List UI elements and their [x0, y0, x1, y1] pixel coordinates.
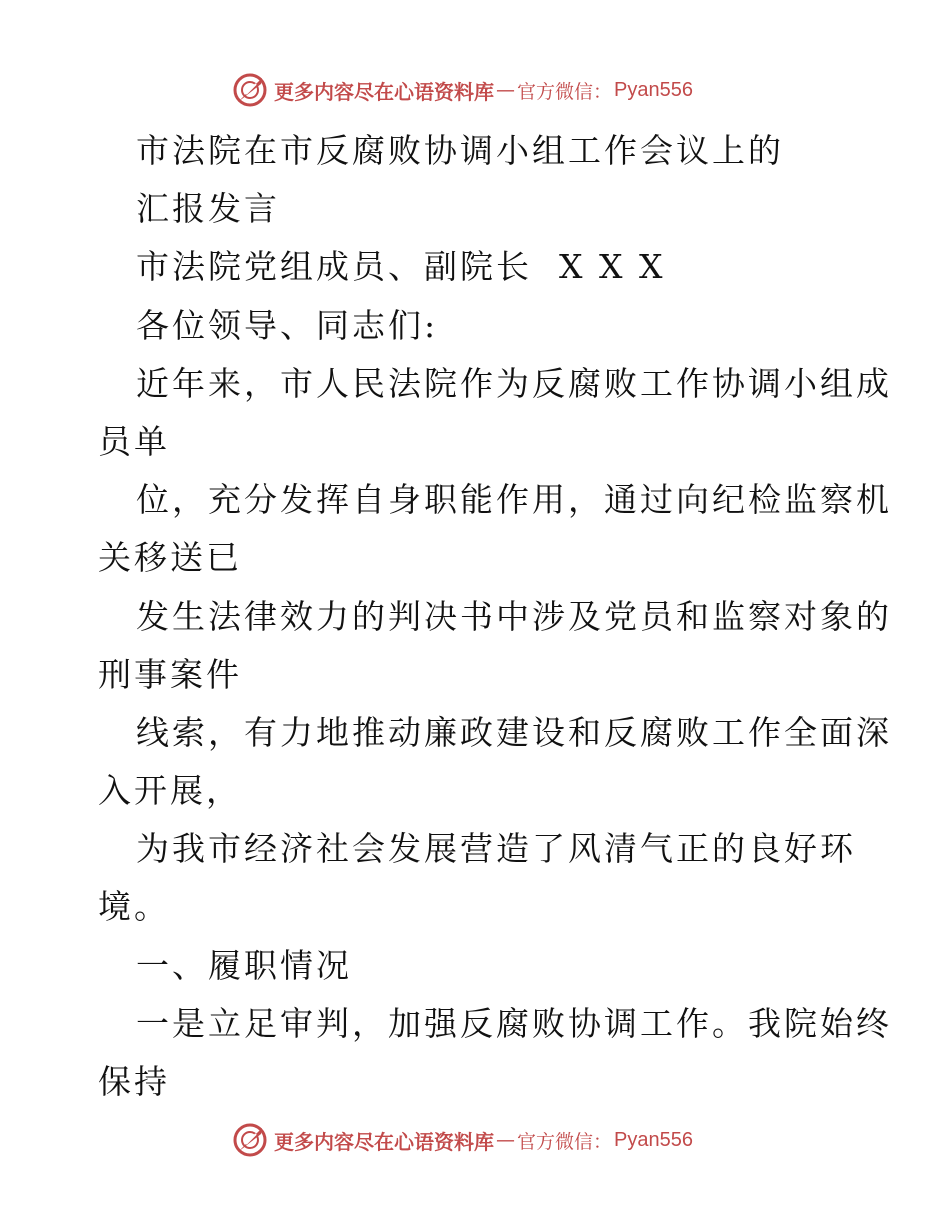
banner-sub-text: 官方微信： — [517, 1130, 613, 1153]
banner-wechat-id: Pyan556 — [614, 1128, 693, 1151]
text-line: 境。 — [98, 887, 170, 927]
text-line: 一是立足审判，加强反腐败协调工作。我院始终 — [136, 1003, 892, 1043]
banner-sub-text: 官方微信： — [517, 80, 613, 103]
text-line: 关移送已 — [98, 538, 242, 578]
text-line: 位，充分发挥自身职能作用，通过向纪检监察机 — [136, 480, 892, 520]
banner-main-text: 更多内容尽在心语资料库 — [274, 1129, 494, 1154]
text-line: 发生法律效力的判决书中涉及党员和监察对象的 — [136, 596, 892, 636]
document-body — [98, 122, 892, 1111]
banner-dash: — — [496, 79, 515, 101]
text-line: 各位领导、同志们: — [136, 305, 439, 345]
header-banner — [232, 70, 693, 110]
text-line: 线索，有力地推动廉政建设和反腐败工作全面深 — [136, 712, 892, 752]
text-line: 近年来，市人民法院作为反腐败工作协调小组成 — [136, 363, 892, 403]
text-line: 入开展， — [98, 771, 242, 811]
text-line: 员单 — [98, 421, 170, 461]
text-line: 市法院党组成员、副院长 X X X — [136, 247, 666, 287]
text-line: 保持 — [98, 1062, 170, 1101]
section-heading: 一、履职情况 — [136, 945, 352, 985]
banner-main-text: 更多内容尽在心语资料库 — [274, 79, 494, 104]
banner-dash: — — [496, 1129, 515, 1151]
banner-wechat-id: Pyan556 — [614, 78, 693, 101]
text-line: 为我市经济社会发展营造了风清气正的良好环 — [136, 829, 856, 869]
text-line: 市法院在市反腐败协调小组工作会议上的 — [136, 131, 784, 170]
text-line: 刑事案件 — [98, 654, 242, 694]
text-line: 汇报发言 — [136, 189, 280, 229]
brand-logo-icon — [232, 1122, 268, 1158]
brand-logo-icon — [232, 72, 268, 108]
footer-banner — [232, 1120, 693, 1160]
